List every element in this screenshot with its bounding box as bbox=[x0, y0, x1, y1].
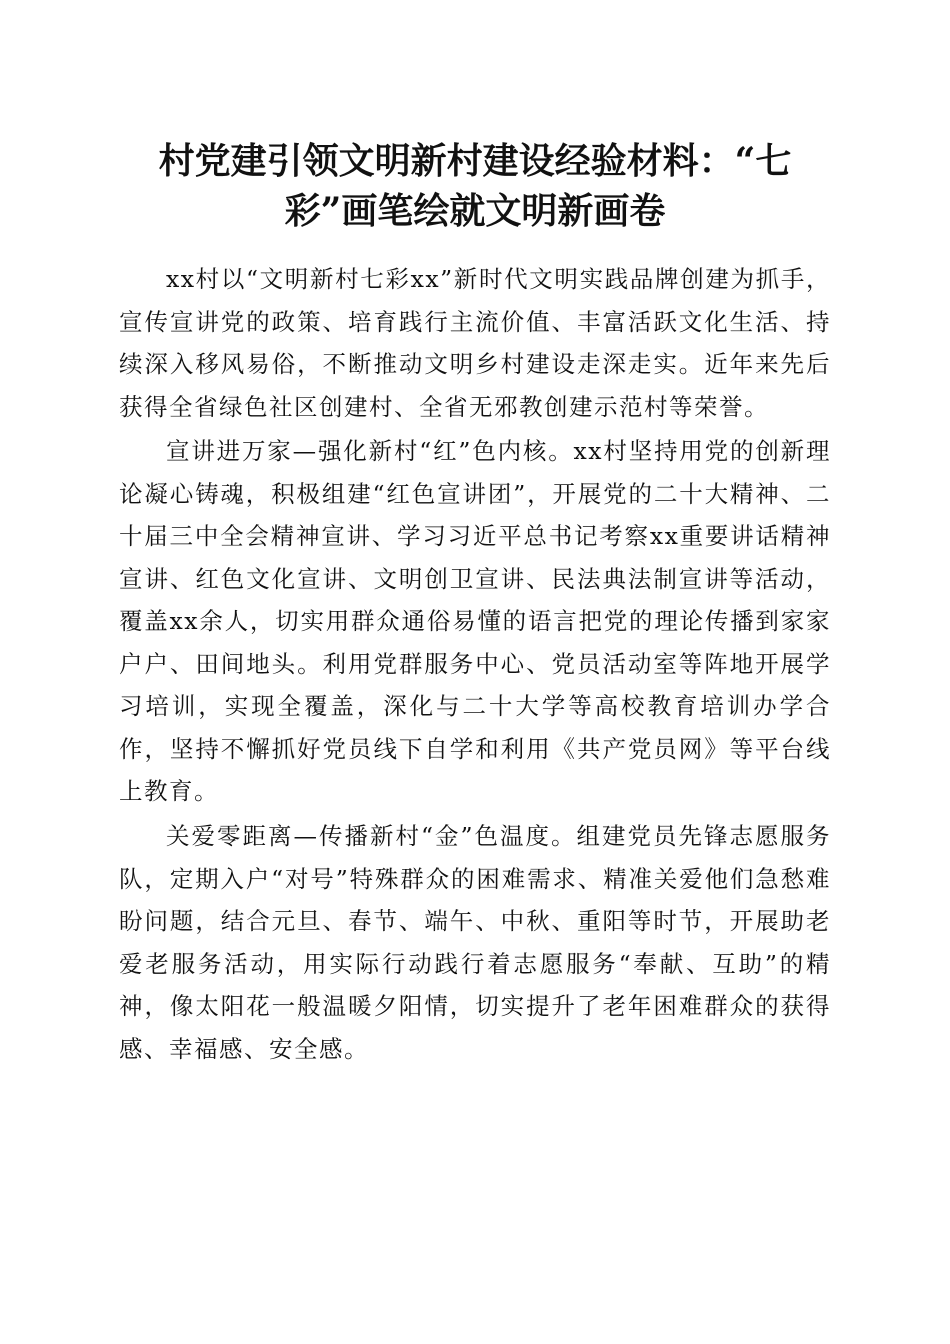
document-title bbox=[100, 136, 850, 236]
paragraph-red-core: 宣讲进万家—强化新村“红”色内核。xx村坚持用党的创新理论凝心铸魂，积极组建“红色宣讲团”，开展党的二十大精神、二十届三中全会精神宣讲、学习习近平总书记考察xx重要讲话精神宣讲、红色文化宣讲、文明创卫宣讲、民法典法制宣讲等活动，覆盖xx余人，切实用群众通俗易懂的语言把党的理论传播到家家户户、田间地头。利用党群服务中心、党员活动室等阵地开展学习培训，实现全覆盖，深化与二十大学等高校教育培训办学合作，坚持不懈抓好党员线下自学和利用《共产党员网》等平台线上教育。 bbox=[119, 437, 831, 806]
document-body bbox=[119, 258, 831, 1073]
paragraph-intro: xx村以“文明新村七彩xx”新时代文明实践品牌创建为抓手，宣传宣讲党的政策、培育践行主流价值、丰富活跃文化生活、持续深入移风易俗，不断推动文明乡村建设走深走实。近年来先后获得全省绿色社区创建村、全省无邪教创建示范村等荣誉。 bbox=[119, 265, 831, 421]
title-line-2: 彩”画笔绘就文明新画卷 bbox=[284, 190, 666, 232]
paragraph-gold-warmth: 关爱零距离—传播新村“金”色温度。组建党员先锋志愿服务队，定期入户“对号”特殊群众的困难需求、精准关爱他们急愁难盼问题，结合元旦、春节、端午、中秋、重阳等时节，开展助老爱老服务活动，用实际行动践行着志愿服务“奉献、互助”的精神，像太阳花一般温暖夕阳情，切实提升了老年困难群众的获得感、幸福感、安全感。 bbox=[119, 822, 831, 1063]
title-line-1: 村党建引领文明新村建设经验材料：“七 bbox=[158, 140, 792, 182]
